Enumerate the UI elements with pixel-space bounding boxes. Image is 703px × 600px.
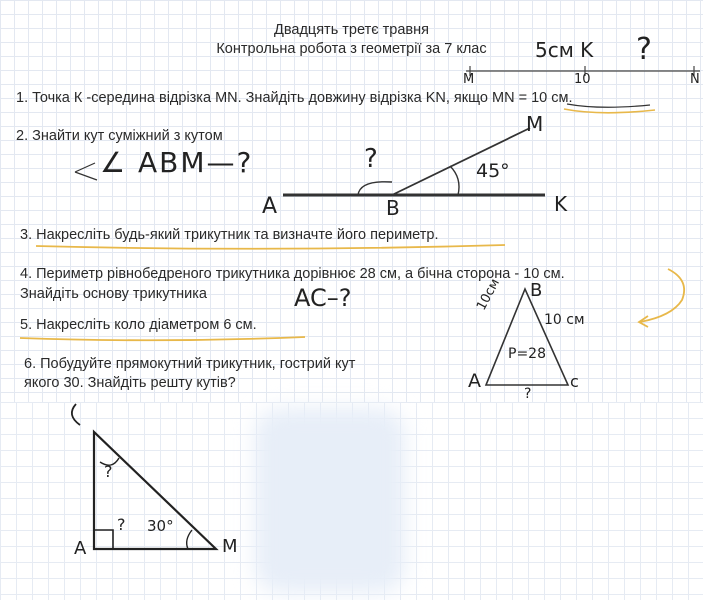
task-6-line-2: якого 30. Знайдіть решту кутів? [24, 375, 236, 391]
task-text: Побудуйте прямокутний трикутник, гострий кут [40, 356, 356, 372]
yellow-arrow [640, 269, 684, 322]
label-b: B [530, 280, 543, 301]
label-b: B [386, 196, 400, 220]
label-45-degrees: 45° [476, 160, 510, 182]
task-text: Накресліть будь-який трикутник та визначте його периметр. [36, 227, 439, 243]
right-angle-mark [94, 530, 113, 549]
task-3-underline [36, 245, 505, 249]
arc-unknown-angle [358, 182, 392, 195]
ac-question: AC–? [294, 284, 352, 312]
task-4-line-2: Знайдіть основу трикутника [20, 286, 207, 302]
angle-a-question: ? [117, 515, 126, 534]
task-text: Знайти кут суміжний з кутом [32, 128, 223, 144]
base-question: ? [524, 386, 532, 402]
label-c: c [570, 372, 579, 391]
side-10cm-left: 10см [474, 276, 503, 314]
task-5-underline [20, 337, 305, 340]
label-a: A [468, 370, 481, 392]
label-c-stroke [72, 404, 80, 425]
label-a: A [262, 194, 278, 219]
note-5cm-k: 5см K [535, 38, 594, 62]
angle-abm-question: ∠ ABM—? [100, 146, 254, 179]
question-mark: ? [636, 32, 652, 67]
angle-c-question: ? [104, 462, 113, 481]
task-text: Накресліть коло діаметром 6 см. [36, 317, 257, 333]
label-m: M [222, 536, 238, 557]
label-10: 10 [574, 72, 591, 87]
isosceles-triangle [486, 289, 568, 385]
angle-sign [75, 163, 97, 180]
worksheet-title: Контрольна робота з геометрії за 7 клас [216, 41, 487, 57]
task-text: Точка К -середина відрізка MN. Знайдіть довжину відрізка KN, якщо MN = 10 см. [32, 90, 573, 106]
task-number: 5. [20, 317, 33, 333]
label-30-degrees: 30° [147, 517, 174, 535]
task-number: 6. [24, 356, 37, 372]
label-a: A [74, 538, 87, 559]
label-c [66, 400, 67, 401]
perimeter-28: P=28 [508, 346, 546, 362]
label-k: K [554, 192, 568, 216]
task-number: 1. [16, 90, 29, 106]
task-number: 2. [16, 128, 29, 144]
question-mark: ? [364, 144, 378, 174]
angle-m-arc [187, 530, 192, 549]
arc-45 [450, 166, 459, 195]
side-10cm-right: 10 см [544, 312, 585, 328]
task-number: 3. [20, 227, 33, 243]
mn-underline [567, 104, 650, 107]
label-m: M [526, 112, 544, 136]
label-n: N [690, 72, 700, 87]
worksheet-date: Двадцять третє травня [274, 22, 429, 38]
task-number: 4. [20, 266, 33, 282]
task-text: Периметр рівнобедреного трикутника дорівнює 28 см, а бічна сторона - 10 см. [36, 266, 565, 282]
mn-highlight [564, 109, 655, 113]
label-m: M [463, 72, 475, 87]
